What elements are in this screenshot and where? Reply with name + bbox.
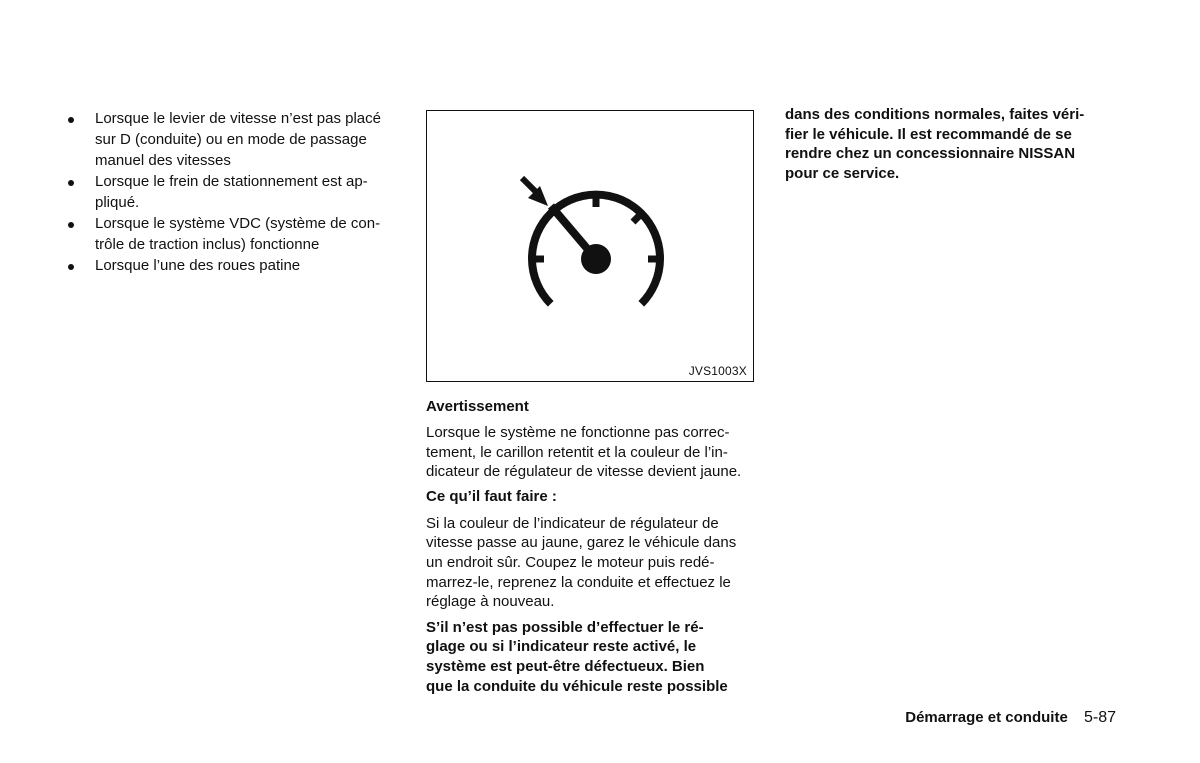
action-text: Si la couleur de l’indicateur de régulateur de vitesse passe au jaune, garez le véhicule dans un endroit sûr. Coupez le moteur puis redé- marrez-le, reprenez la conduite et effectuez le réglage à nouveau. bbox=[426, 514, 737, 611]
list-item bbox=[66, 172, 400, 214]
middle-column bbox=[426, 110, 758, 696]
bullet-icon bbox=[68, 222, 74, 228]
list-item bbox=[66, 214, 400, 256]
page-footer bbox=[905, 709, 1116, 727]
action-bold-text: S’il n’est pas possible d’effectuer le ré- glage ou si l’indicateur reste activé, le système est peut-être défectueux. Bien que la conduite du véhicule reste possible bbox=[426, 618, 728, 695]
page-number: 5-87 bbox=[1083, 709, 1116, 726]
left-column bbox=[66, 109, 400, 277]
bullet-icon bbox=[68, 180, 74, 186]
action-heading: Ce qu’il faut faire : bbox=[426, 487, 557, 505]
condition-list bbox=[66, 109, 400, 277]
list-item-text: Lorsque l’une des roues patine bbox=[95, 256, 301, 274]
figure-box bbox=[426, 110, 754, 382]
cruise-control-indicator-icon bbox=[507, 166, 677, 316]
figure-code: JVS1003X bbox=[688, 364, 747, 378]
list-item bbox=[66, 256, 400, 277]
warning-text: Lorsque le système ne fonctionne pas correc- tement, le carillon retentit et la couleur de l’in- dicateur de régulateur de vitesse devient jaune. bbox=[426, 424, 742, 481]
list-item-text: Lorsque le système VDC (système de con- trôle de traction inclus) fonctionne bbox=[95, 214, 381, 253]
continuation-bold-text: dans des conditions normales, faites véri- fier le véhicule. Il est recommandé de se rendre chez un concessionnaire NISSAN pour ce service. bbox=[785, 106, 1085, 182]
bullet-icon bbox=[68, 117, 74, 123]
footer-section-title: Démarrage et conduite bbox=[905, 709, 1068, 726]
warning-heading: Avertissement bbox=[426, 398, 529, 415]
list-item-text: Lorsque le frein de stationnement est ap- pliqué. bbox=[95, 172, 368, 211]
right-column bbox=[785, 105, 1118, 183]
list-item bbox=[66, 109, 400, 171]
bullet-icon bbox=[68, 264, 74, 270]
list-item-text: Lorsque le levier de vitesse n’est pas placé sur D (conduite) ou en mode de passage manuel des vitesses bbox=[95, 110, 381, 169]
